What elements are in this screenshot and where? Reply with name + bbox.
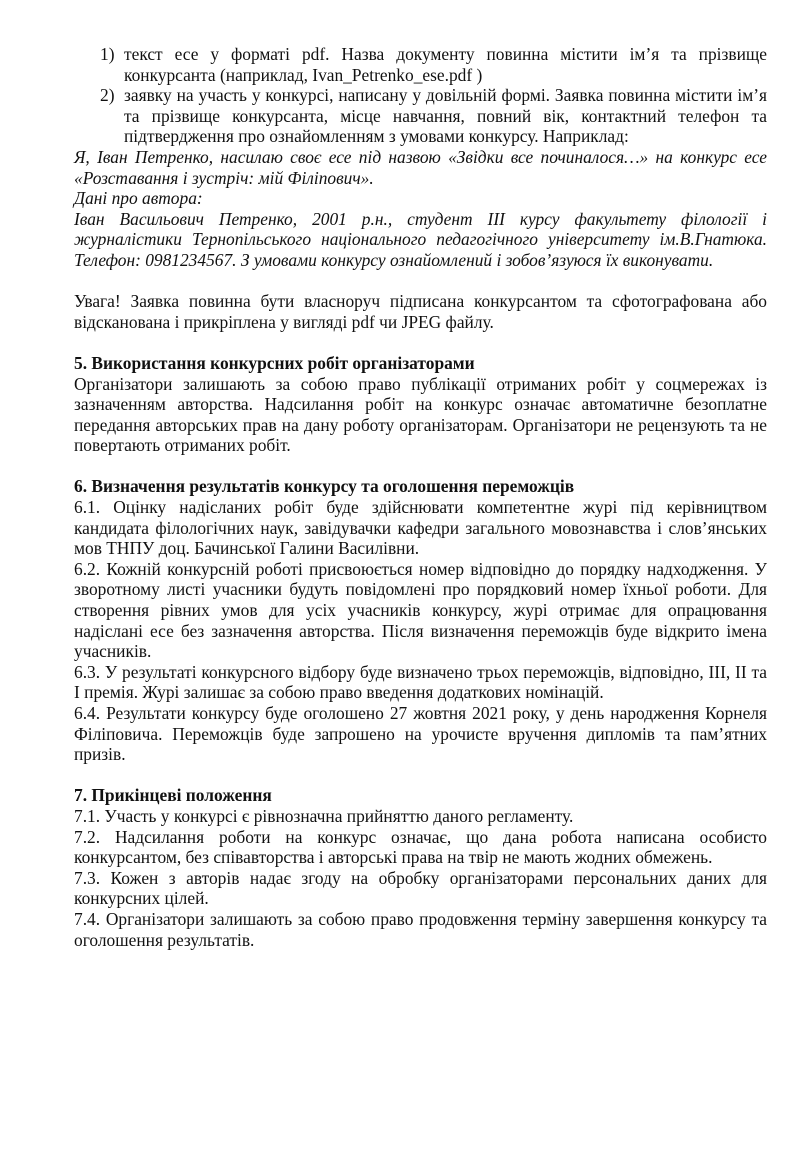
- list-item: [74, 85, 767, 147]
- section-5-body: Організатори залишають за собою право публікації отриманих робіт у соцмережах із зазначенням авторства. Надсилання робіт на конкурс означає автоматичне безоплатне передання авторських прав на дану роботу організаторам. Організатори не рецензують та не повертають отриманих робіт.: [74, 373, 767, 456]
- clause-7-1: 7.1. Участь у конкурсі є рівнозначна прийняттю даного регламенту.: [74, 805, 574, 826]
- list-item-number: 2): [100, 85, 115, 106]
- clause-6-4: 6.4. Результати конкурсу буде оголошено 27 жовтня 2021 року, у день народження Корнеля Філіповича. Переможців буде запрошено на урочисте вручення дипломів та пам’ятних призів.: [74, 703, 767, 765]
- example-application-text: Я, Іван Петренко, насилаю своє есе під назвою «Звідки все починалося…» на конкурс есе «Розставання і зустріч: мій Філіпович».: [74, 146, 767, 188]
- clause-6-3: 6.3. У результаті конкурсного відбору буде визначено трьох переможців, відповідно, ІІІ, ІІ та І премія. Журі залишає за собою право введення додаткових номінацій.: [74, 661, 767, 703]
- section-6-heading: 6. Визначення результатів конкурсу та оголошення переможців: [74, 476, 575, 497]
- clause-7-2: 7.2. Надсилання роботи на конкурс означає, що дана робота написана особисто конкурсантом, без співавторства і авторські права на твір не мають жодних обмежень.: [74, 826, 767, 868]
- clause-6-2: 6.2. Кожній конкурсній роботі присвоюється номер відповідно до порядку надходження. У зворотному листі учасники будуть повідомлені про порядковий номер їхньої роботи. Для створення рівних умов для усіх учасників конкурсу, журі отримає для опрацювання надіслані есе без зазначення авторства. Після визначення переможців буде відкрито імена учасників.: [74, 558, 767, 662]
- clause-7-3: 7.3. Кожен з авторів надає згоду на обробку організаторами персональних даних для конкурсних цілей.: [74, 867, 767, 909]
- section-7-heading: 7. Прикінцеві положення: [74, 785, 272, 806]
- section-5-heading: 5. Використання конкурсних робіт організаторами: [74, 352, 475, 373]
- list-item-number: 1): [100, 44, 115, 64]
- list-item-text: заявку на участь у конкурсі, написану у довільній формі. Заявка повинна містити ім’я та прізвище конкурсанта, місце навчання, повний вік, контактний телефон та підтвердження про ознайомленням з умовами конкурсу. Наприклад:: [124, 85, 767, 147]
- clause-7-4: 7.4. Організатори залишають за собою право продовження терміну завершення конкурсу та оголошення результатів.: [74, 908, 767, 950]
- warning-paragraph: Увага! Заявка повинна бути власноруч підписана конкурсантом та сфотографована або відсканована і прикріплена у вигляді pdf чи JPEG файлу.: [74, 291, 767, 332]
- list-item-text: текст есе у форматі pdf. Назва документу повинна містити ім’я та прізвище конкурсанта (наприклад, Ivan_Petrenko_ese.pdf ): [124, 44, 767, 85]
- clause-6-1: 6.1. Оцінку надісланих робіт буде здійснювати компетентне журі під керівництвом кандидата філологічних наук, завідувачки кафедри загального мовознавства і слов’янських мов ТНПУ доц. Бачинської Галини Василівни.: [74, 497, 767, 559]
- about-author-text: Іван Васильович Петренко, 2001 р.н., студент ІІІ курсу факультету філології і журналістики Тернопільського національного педагогічного університету ім.В.Гнатюка. Телефон: 0981234567. З умовами конкурсу ознайомлений і зобов’язуюся їх виконувати.: [74, 208, 767, 270]
- about-author-label: Дані про автора:: [74, 188, 203, 209]
- list-item: [74, 44, 767, 85]
